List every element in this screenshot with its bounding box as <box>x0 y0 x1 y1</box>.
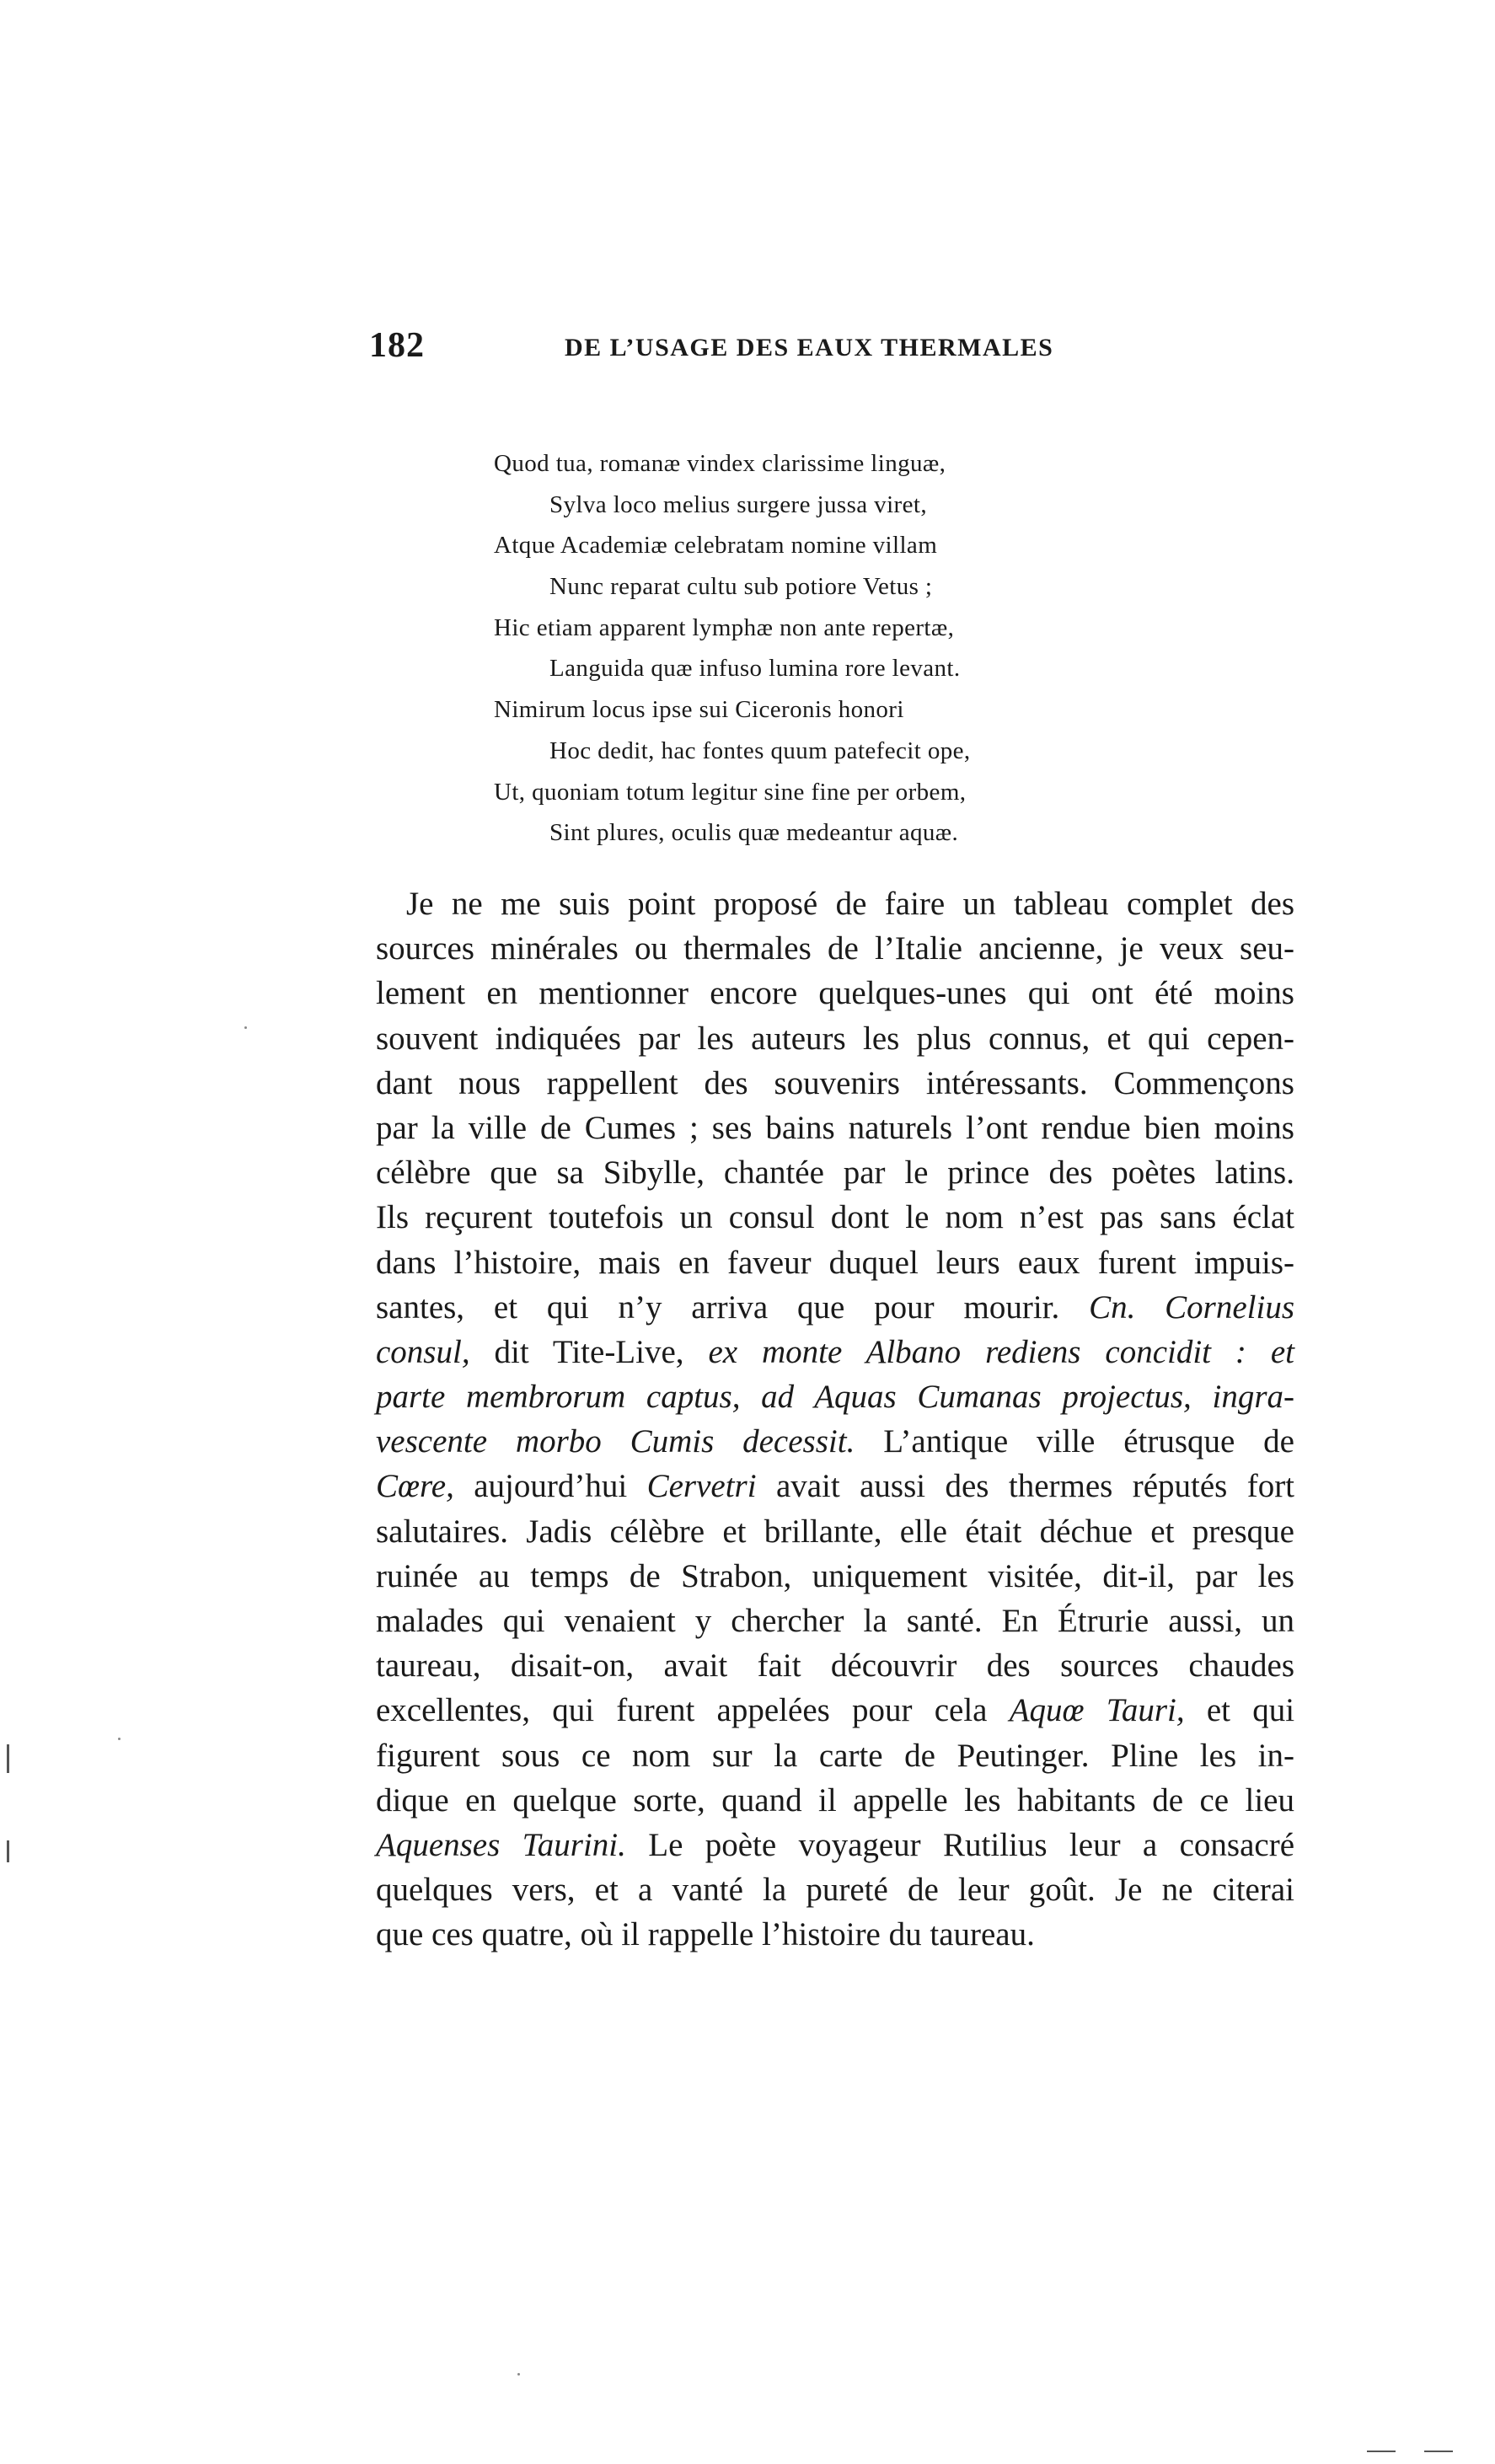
scan-speck <box>517 2373 520 2376</box>
prose-line: dans l’histoire, mais en faveur duquel leurs eaux furent impuis- <box>376 1244 1294 1281</box>
poem-line: Nunc reparat cultu sub potiore Vetus ; <box>549 573 933 601</box>
latin-citation: ex monte Albano rediens concidit : et <box>708 1333 1294 1370</box>
poem-line: Atque Academiæ celebratam nomine villam <box>494 532 938 560</box>
latin-citation: vescente morbo Cumis decessit. <box>376 1423 855 1460</box>
place-name: Aquœ Tauri, <box>1009 1692 1185 1729</box>
prose-line: taureau, disait-on, avait fait découvrir des sources chaudes <box>376 1647 1294 1685</box>
prose-line: dique en quelque sorte, quand il appelle les habitants de ce lieu <box>376 1781 1294 1819</box>
prose-text: et qui <box>1206 1692 1295 1729</box>
prose-line: par la ville de Cumes ; ses bains naturels l’ont rendue bien moins <box>376 1109 1294 1146</box>
poem-line: Quod tua, romanæ vindex clarissime linguæ, <box>494 450 946 477</box>
place-name: Cœre, <box>376 1468 454 1505</box>
poem-line: Sylva loco melius surgere jussa viret, <box>549 490 927 518</box>
prose-line <box>376 1688 1294 1733</box>
prose-line <box>376 1464 1294 1508</box>
scan-speck <box>118 1738 121 1740</box>
poem-line: Nimirum locus ipse sui Ciceronis honori <box>494 696 904 724</box>
prose-line: quelques vers, et a vanté la pureté de leur goût. Je ne citerai <box>376 1872 1294 1909</box>
scan-margin-mark <box>7 1840 9 1862</box>
prose-line: parte membrorum captus, ad Aquas Cumanas projectus, ingra- <box>376 1379 1294 1416</box>
prose-line: souvent indiquées par les auteurs les plus connus, et qui cepen- <box>376 1020 1294 1057</box>
scan-margin-mark <box>7 1744 9 1773</box>
place-name: Aquenses Taurini. <box>376 1826 626 1863</box>
scan-speck <box>244 1026 247 1029</box>
prose-line: lement en mentionner encore quelques-unes qui ont été moins <box>376 975 1294 1012</box>
poem-line: Hoc dedit, hac fontes quum patefecit ope, <box>549 737 971 764</box>
scan-edge-mark <box>1424 2451 1453 2452</box>
prose-line <box>376 1823 1294 1867</box>
prose-line: célèbre que sa Sibylle, chantée par le prince des poètes latins. <box>376 1154 1294 1192</box>
prose-line <box>376 1330 1294 1374</box>
prose-line: malades qui venaient y chercher la santé. En Étrurie aussi, un <box>376 1603 1294 1639</box>
prose-line <box>376 1285 1294 1330</box>
body-paragraph <box>376 881 1294 1958</box>
poem-line: Languida quæ infuso lumina rore levant. <box>549 655 961 683</box>
latin-citation: consul, <box>376 1333 470 1370</box>
prose-line: dant nous rappellent des souvenirs intéressants. Commençons <box>376 1064 1294 1101</box>
prose-line: que ces quatre, où il rappelle l’histoire du taureau. <box>376 1916 1035 1953</box>
prose-text: aujourd’hui <box>474 1468 628 1505</box>
prose-text: dit Tite-Live, <box>494 1333 684 1370</box>
prose-line: ruinée au temps de Strabon, uniquement visitée, dit-il, par les <box>376 1557 1294 1594</box>
poem-line: Hic etiam apparent lymphæ non ante repertæ, <box>494 613 955 641</box>
poem-line: Sint plures, oculis quæ medeantur aquæ. <box>549 819 959 847</box>
prose-line: Je ne me suis point proposé de faire un tableau complet des <box>406 886 1294 922</box>
prose-text: avait aussi des thermes réputés fort <box>775 1468 1295 1505</box>
scan-edge-mark <box>1367 2451 1396 2452</box>
prose-line: sources minérales ou thermales de l’Italie ancienne, je veux seu- <box>376 930 1294 967</box>
poem-line: Ut, quoniam totum legitur sine fine per orbem, <box>494 778 967 806</box>
prose-text: Le poète voyageur Rutilius leur a consacré <box>648 1826 1295 1863</box>
latin-poem <box>494 443 1101 854</box>
prose-text: L’antique ville étrusque de <box>883 1423 1294 1460</box>
place-name: Cervetri <box>646 1468 757 1505</box>
prose-line <box>376 1419 1294 1464</box>
prose-line: figurent sous ce nom sur la carte de Peutinger. Pline les in- <box>376 1737 1294 1774</box>
page-number: 182 <box>369 326 425 365</box>
prose-line: salutaires. Jadis célèbre et brillante, elle était déchue et presque <box>376 1513 1294 1550</box>
running-head: DE L’USAGE DES EAUX THERMALES <box>565 334 1054 362</box>
prose-line: Ils reçurent toutefois un consul dont le nom n’est pas sans éclat <box>376 1199 1294 1236</box>
prose-text: santes, et qui n’y arriva que pour mourir. <box>376 1288 1060 1326</box>
prose-text: excellentes, qui furent appelées pour cela <box>376 1692 988 1729</box>
latin-citation: Cn. Cornelius <box>1089 1288 1295 1326</box>
